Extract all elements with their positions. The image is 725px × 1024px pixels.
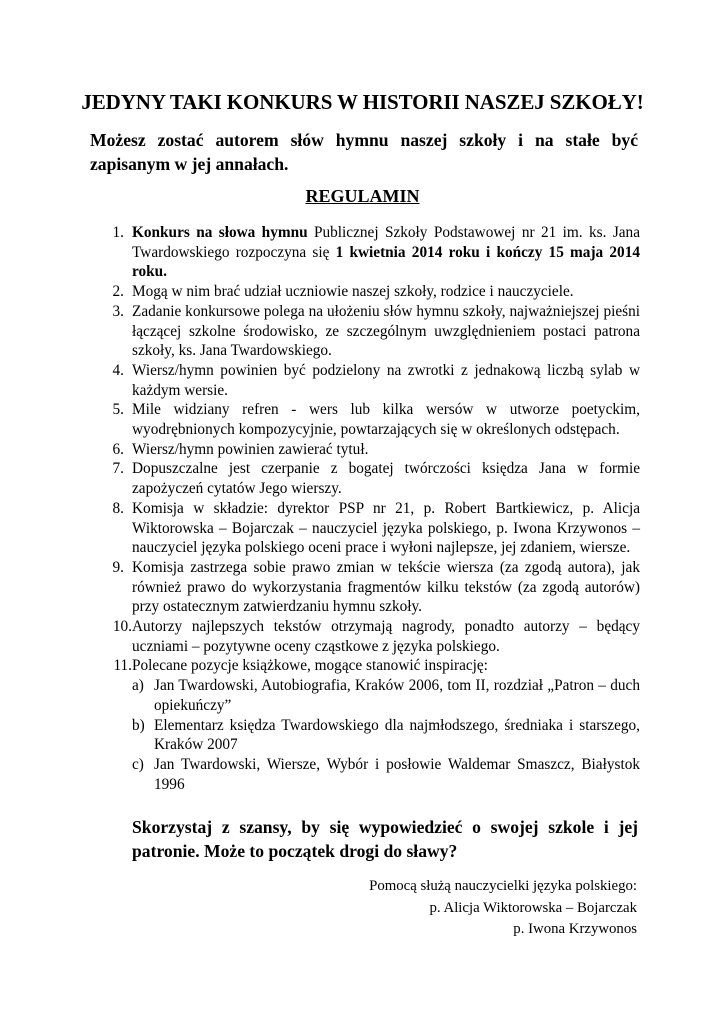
rule-item: [90, 223, 640, 282]
rule-item: [90, 459, 640, 498]
rule-text: Komisja w składzie: dyrektor PSP nr 21, p. Robert Bartkiewicz, p. Alicja Wiktorowska – Bojarczak – nauczyciel języka polskiego, p. Iwona Krzywonos – nauczyciel języka polskiego oceni prace i wyłoni najlepsze, jej zdaniem, wiersze.: [132, 499, 640, 557]
book-text: Jan Twardowski, Autobiografia, Kraków 2006, tom II, rozdział „Patron – duch opiekuńczy”: [154, 677, 640, 714]
rule-number: 1.: [112, 224, 124, 241]
rules-heading: REGULAMIN: [305, 186, 420, 206]
book-text: Elementarz księdza Twardowskiego dla najmłodszego, średniaka i starszego, Kraków 2007: [154, 716, 640, 754]
rule-item: [90, 558, 640, 617]
signature-line: p. Alicja Wiktorowska – Bojarczak: [429, 899, 637, 916]
rule-number: 10.: [112, 618, 132, 636]
rule-text: Zadanie konkursowe polega na ułożeniu słów hymnu szkoły, najważniejszej pieśni łączącej szkolne środowisko, ze szczególnym uwzględnieniem postaci patrona szkoły, ks. Jana Twardowskiego.: [132, 302, 640, 360]
book-item: [132, 716, 640, 755]
rule-number: 4.: [112, 361, 124, 379]
signature-line: Pomocą służą nauczycielki języka polskiego:: [369, 878, 637, 894]
book-letter: a): [132, 677, 144, 695]
signature-line: p. Iwona Krzywonos: [513, 921, 637, 937]
rule-text: Wiersz/hymn powinien zawierać tytuł.: [132, 440, 369, 458]
rule-text: Polecane pozycje książkowe, mogące stanowić inspirację:: [132, 657, 488, 675]
rule-text: Mogą w nim brać udział uczniowie naszej szkoły, rodzice i nauczyciele.: [132, 283, 574, 301]
rule-text: Wiersz/hymn powinien być podzielony na zwrotki z jednakową liczbą sylab w każdym wersie.: [132, 361, 640, 399]
rule-text: Autorzy najlepszych tekstów otrzymają nagrody, ponadto autorzy – będący uczniami – pozytywne oceny cząstkowe z języka polskiego.: [132, 618, 640, 655]
book-text: Jan Twardowski, Wiersze, Wybór i posłowie Waldemar Smaszcz, Białystok 1996: [154, 755, 640, 793]
rule-item: [90, 400, 640, 439]
rule-item: [90, 282, 640, 302]
book-item: [132, 676, 640, 715]
intro-paragraph: Możesz zostać autorem słów hymnu naszej szkoły i na stałe być zapisanym w jej annałach.: [90, 130, 638, 174]
book-letter: b): [132, 716, 145, 734]
rule-number: 7.: [112, 460, 124, 478]
rule-number: 11.: [113, 657, 132, 675]
page-title: JEDYNY TAKI KONKURS W HISTORII NASZEJ SZKOŁY!: [81, 90, 644, 114]
book-item: [132, 755, 640, 794]
rule-number: 2.: [112, 283, 124, 301]
rule-text: Komisja zastrzega sobie prawo zmian w tekście wiersza (za zgodą autora), jak również prawo do wykorzystania fragmentów kilku tekstów (za zgodą autorów) przy ostatecznym zatwierdzaniu hymnu szkoły.: [132, 558, 640, 616]
rules-list: [90, 223, 640, 794]
signature-block: [369, 876, 637, 941]
rule-number: 9.: [112, 558, 124, 576]
rule-item: [90, 361, 640, 400]
rule-text: Dopuszczalne jest czerpanie z bogatej twórczości księdza Jana w formie zapożyczeń cytatów Jego wierszy.: [132, 460, 640, 498]
rule-text: Publicznej Szkoły Podstawowej nr 21 im. ks. Jana Twardowskiego rozpoczyna się: [132, 224, 640, 261]
book-letter: c): [132, 755, 144, 773]
rule-item: [90, 302, 640, 361]
rule-number: 8.: [112, 499, 124, 517]
rule-item: [90, 656, 640, 794]
book-list: [132, 676, 640, 794]
rule-number: 5.: [112, 401, 124, 419]
rule-number: 3.: [112, 302, 124, 320]
rule-item: [90, 499, 640, 558]
closing-paragraph: Skorzystaj z szansy, by się wypowiedzieć o swojej szkole i jej patronie. Może to początek drogi do sławy?: [132, 817, 638, 861]
rule-bold-end: 1 kwietnia 2014 roku i kończy 15 maja 2014 roku.: [132, 243, 640, 281]
rule-text: Mile widziany refren - wers lub kilka wersów w utworze poetyckim, wyodrębnionych kompozycyjnie, powtarzających się w określonych odstępach.: [132, 401, 640, 439]
rule-item: [90, 440, 640, 460]
rule-bold-start: Konkurs na słowa hymnu: [132, 224, 308, 241]
rule-item: [90, 617, 640, 656]
rule-number: 6.: [112, 440, 124, 458]
